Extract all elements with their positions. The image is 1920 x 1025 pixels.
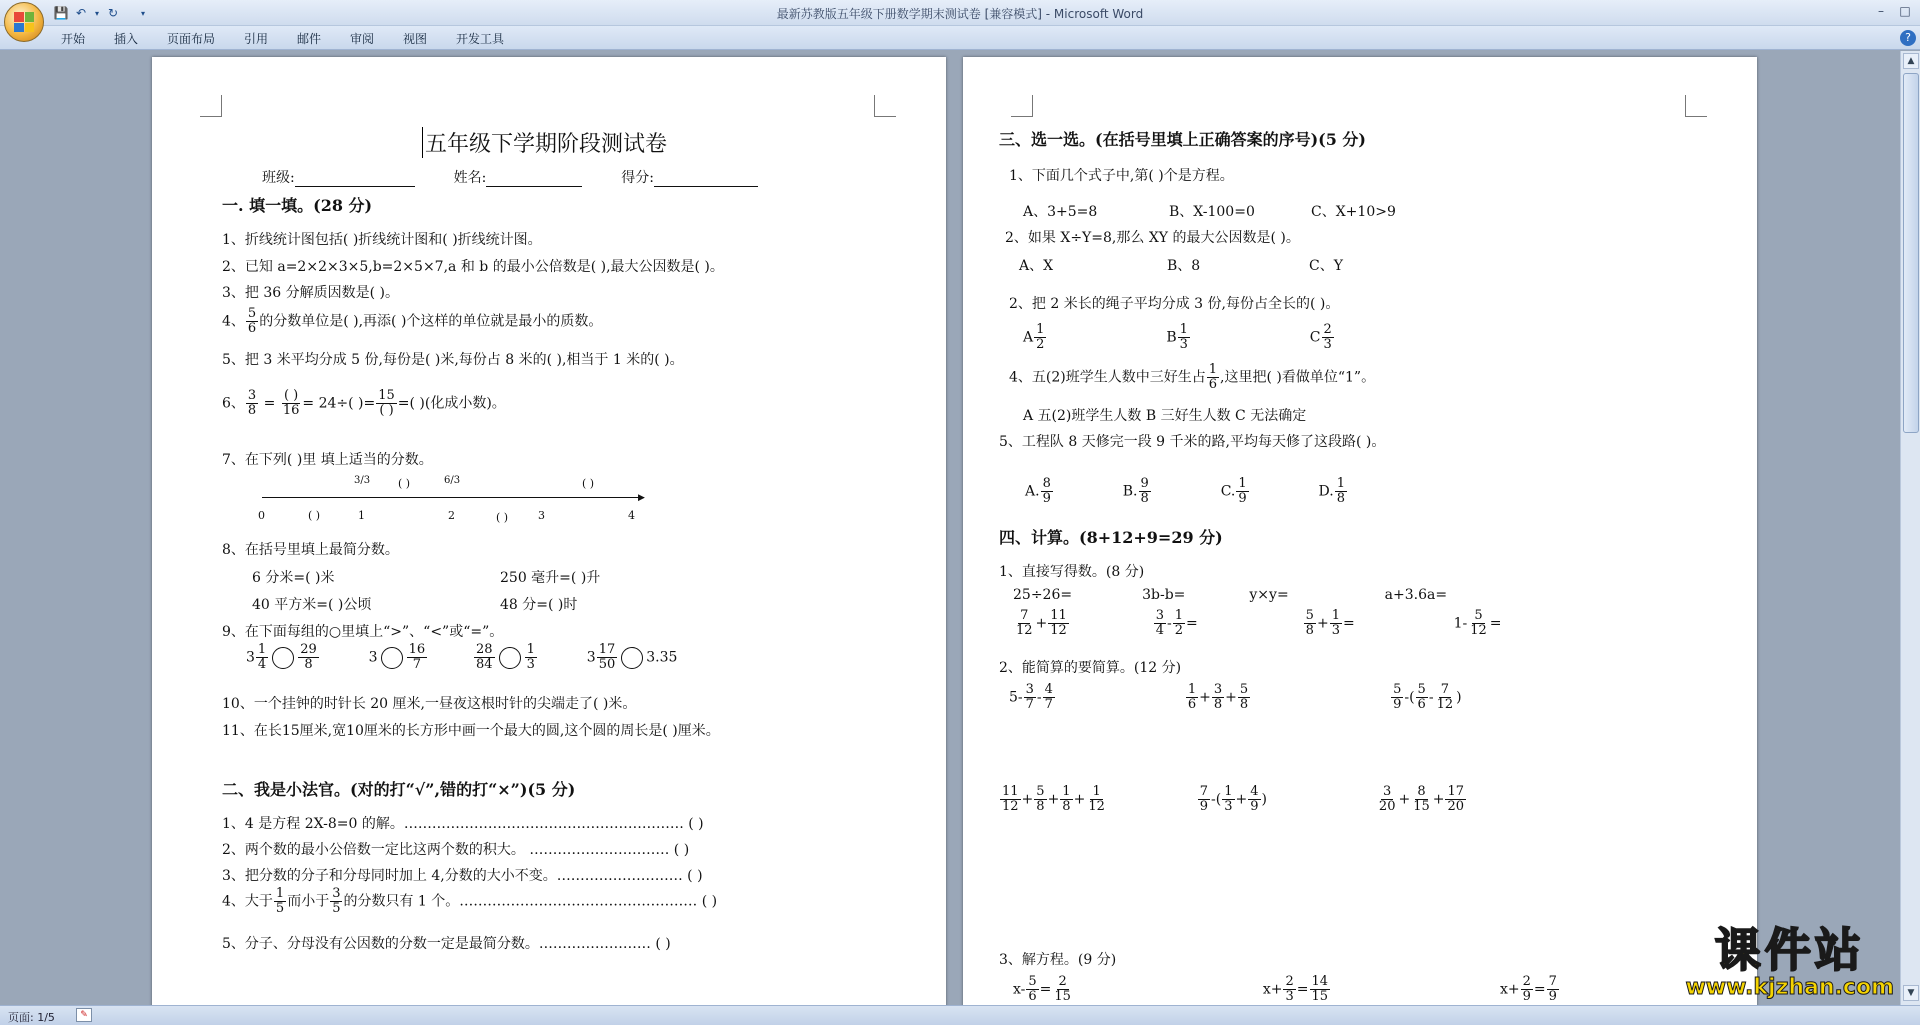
section-2-heading: 二、我是小法官。(对的打“√”,错的打“×”)(5 分) bbox=[222, 780, 576, 799]
calc-2-row-1: 5- $\frac{3}{7}$ - $\frac{4}{7}$ $\frac{1}{6}$ + $\frac{3}{8}$ + $\frac{5}{8}$ $\frac{5}{9}$ -( $\frac{5}{6}$ - $\frac{7}{12}$ ) bbox=[1009, 682, 1462, 712]
compare-circle[interactable] bbox=[272, 647, 294, 669]
nl-top-label: 3/3 bbox=[354, 475, 371, 486]
section-4-heading: 四、计算。(8+12+9=29 分) bbox=[999, 528, 1223, 547]
tab-developer[interactable]: 开发工具 bbox=[456, 32, 505, 46]
student-info-line: 班级: 姓名: 得分: bbox=[262, 167, 758, 187]
choice-1: 1、下面几个式子中,第( )个是方程。 bbox=[1009, 168, 1234, 184]
question-10: 10、一个挂钟的时针长 20 厘米,一昼夜这根时针的尖端走了( )米。 bbox=[222, 696, 637, 712]
undo-icon[interactable]: ↶ bbox=[75, 6, 87, 20]
office-logo-icon bbox=[14, 12, 34, 32]
question-8c: 40 平方米=( )公顷 bbox=[252, 597, 372, 613]
nl-bottom-label: ( ) bbox=[496, 511, 509, 524]
question-7: 7、在下列( )里 填上适当的分数。 bbox=[222, 452, 433, 468]
compare-circle[interactable] bbox=[499, 647, 521, 669]
tick-label: 0 bbox=[258, 509, 265, 522]
choice-4: 4、五(2)班学生人数中三好生占 $\frac{1}{6}$ ,这里把( )看做单位“1”。 bbox=[1009, 362, 1376, 392]
tab-mailings[interactable]: 邮件 bbox=[297, 32, 322, 46]
question-8d: 48 分=( )时 bbox=[500, 597, 578, 613]
number-line: ▶ 0 1 2 3 4 3/3 ( ) 6/3 ( ) ( ) ( ) bbox=[258, 475, 645, 524]
tick-label: 3 bbox=[538, 509, 545, 522]
ribbon-tab-bar bbox=[0, 26, 1920, 50]
watermark-url: www.kjzhan.com bbox=[1685, 975, 1894, 1000]
watermark-name: 课件站 bbox=[1714, 923, 1865, 977]
redo-icon[interactable]: ↻ bbox=[107, 6, 119, 20]
calc-1-row-1: 25÷26= 3b-b= y×y= a+3.6a= bbox=[1013, 587, 1448, 603]
section-1-heading: 一. 填一填。(28 分) bbox=[222, 196, 373, 215]
question-8: 8、在括号里填上最简分数。 bbox=[222, 542, 399, 558]
document-workspace bbox=[0, 51, 1900, 1005]
question-2: 2、已知 a=2×2×3×5,b=2×5×7,a 和 b 的最小公倍数是( ),最大公因数是( )。 bbox=[222, 259, 724, 275]
choice-2: 2、如果 X÷Y=8,那么 XY 的最大公因数是( )。 bbox=[1005, 230, 1300, 246]
choice-1-option-c: C、X+10>9 bbox=[1311, 204, 1396, 220]
save-icon[interactable]: 💾 bbox=[53, 6, 69, 20]
choice-2-option-b: B、8 bbox=[1167, 258, 1201, 274]
status-bar bbox=[0, 1005, 1920, 1025]
calc-3-heading: 3、解方程。(9 分) bbox=[999, 952, 1117, 968]
choice-3: 2、把 2 米长的绳子平均分成 3 份,每份占全长的( )。 bbox=[1009, 296, 1340, 312]
exam-title: 五年级下学期阶段测试卷 bbox=[422, 127, 667, 158]
undo-dropdown-icon[interactable]: ▾ bbox=[94, 8, 99, 18]
customize-toolbar-icon[interactable]: ▾ bbox=[140, 8, 145, 18]
choice-2-option-c: C、Y bbox=[1309, 258, 1343, 274]
tick-label: 1 bbox=[358, 509, 365, 522]
compare-circle[interactable] bbox=[381, 647, 403, 669]
nl-top-label: 6/3 bbox=[444, 475, 461, 486]
choice-5-options: A. $\frac{8}{9}$ B. $\frac{9}{8}$ C. $\frac{1}{9}$ D. $\frac{1}{8}$ bbox=[1025, 476, 1346, 506]
choice-2-option-a: A、X bbox=[1019, 258, 1054, 274]
crop-mark bbox=[874, 95, 896, 117]
crop-mark bbox=[1011, 95, 1033, 117]
window-title: 最新苏教版五年级下册数学期末测试卷 [兼容模式] - Microsoft Word bbox=[776, 7, 1144, 21]
document-page-1[interactable] bbox=[152, 57, 946, 1005]
document-page-2[interactable] bbox=[963, 57, 1757, 1005]
tick-label: 2 bbox=[448, 509, 455, 522]
judge-3: 3、把分数的分子和分母同时加上 4,分数的大小不变。……………………… ( ) bbox=[222, 868, 703, 884]
judge-2: 2、两个数的最小公倍数一定比这两个数的积大。 ………………………… ( ) bbox=[222, 842, 690, 858]
question-9-items: 3 $\frac{1}{4}$ $\frac{29}{8}$ 3 $\frac{16}{7}$ $\frac{28}{84}$ $\frac{1}{3}$ 3 $\frac{17}{50}$ 3.35 bbox=[246, 642, 678, 672]
help-icon[interactable]: ? bbox=[1900, 30, 1916, 46]
question-9: 9、在下面每组的○里填上“>”、“<”或“=”。 bbox=[222, 624, 504, 640]
scroll-thumb[interactable] bbox=[1903, 73, 1919, 433]
calc-3-row-1: x- $\frac{5}{6}$ = $\frac{2}{15}$ x+ $\frac{2}{3}$ = $\frac{14}{15}$ x+ $\frac{2}{9}$ = $\frac{7}{9}$ bbox=[1013, 974, 1557, 1004]
calc-1-row-2: $\frac{7}{12}$ + $\frac{11}{12}$ $\frac{3}{4}$ - $\frac{1}{2}$ = $\frac{5}{8}$ + $\frac{1}{3}$ = 1- $\frac{5}{12}$ = bbox=[1016, 608, 1502, 638]
judge-5: 5、分子、分母没有公因数的分数一定是最简分数。…………………… ( ) bbox=[222, 936, 671, 952]
question-8b: 250 毫升=( )升 bbox=[500, 570, 601, 586]
question-4: 4、 $\frac{5}{6}$ 的分数单位是( ),再添( )个这样的单位就是最小的质数。 bbox=[222, 306, 603, 336]
question-8a: 6 分米=( )米 bbox=[252, 570, 335, 586]
page-counter[interactable]: 页面: 1/5 bbox=[8, 1011, 55, 1024]
tab-insert[interactable]: 插入 bbox=[114, 32, 139, 46]
calc-1-heading: 1、直接写得数。(8 分) bbox=[999, 564, 1145, 580]
nl-top-label: ( ) bbox=[582, 477, 595, 490]
tab-page-layout[interactable]: 页面布局 bbox=[167, 32, 216, 46]
tab-references[interactable]: 引用 bbox=[244, 32, 269, 46]
calc-2-heading: 2、能简算的要简算。(12 分) bbox=[999, 660, 1182, 676]
nl-bottom-label: ( ) bbox=[308, 509, 321, 522]
question-3: 3、把 36 分解质因数是( )。 bbox=[222, 285, 399, 301]
choice-1-option-a: A、3+5=8 bbox=[1023, 204, 1098, 220]
judge-1: 1、4 是方程 2X-8=0 的解。…………………………………………………… ( ) bbox=[222, 816, 704, 832]
tick-label: 4 bbox=[628, 509, 635, 522]
choice-4-options: A 五(2)班学生人数 B 三好生人数 C 无法确定 bbox=[1023, 408, 1307, 424]
crop-mark bbox=[200, 95, 222, 117]
office-button[interactable] bbox=[4, 2, 44, 42]
choice-1-option-b: B、X-100=0 bbox=[1169, 204, 1255, 220]
question-5: 5、把 3 米平均分成 5 份,每份是( )米,每份占 8 米的( ),相当于 1 米的( )。 bbox=[222, 352, 684, 368]
nl-top-label: ( ) bbox=[398, 477, 411, 490]
compare-circle[interactable] bbox=[621, 647, 643, 669]
crop-mark bbox=[1685, 95, 1707, 117]
maximize-button[interactable]: □ bbox=[1899, 4, 1911, 18]
section-3-heading: 三、选一选。(在括号里填上正确答案的序号)(5 分) bbox=[999, 130, 1366, 149]
scroll-up-arrow-icon[interactable]: ▲ bbox=[1903, 53, 1919, 69]
tab-home[interactable]: 开始 bbox=[61, 32, 86, 46]
question-11: 11、在长15厘米,宽10厘米的长方形中画一个最大的圆,这个圆的周长是( )厘米。 bbox=[222, 723, 720, 739]
minimize-button[interactable]: – bbox=[1878, 4, 1884, 18]
calc-2-row-2: $\frac{11}{12}$ + $\frac{5}{8}$ + $\frac{1}{8}$ + $\frac{1}{12}$ $\frac{7}{9}$ -( $\frac{1}{3}$ + $\frac{4}{9}$ ) $\frac{3}{20}$ + $\frac{8}{15}$ + $\frac{17}{20}$ bbox=[1002, 784, 1465, 814]
choice-3-options: A $\frac{1}{2}$ B $\frac{1}{3}$ C $\frac{2}{3}$ bbox=[1023, 322, 1332, 352]
tab-review[interactable]: 审阅 bbox=[350, 32, 375, 46]
scroll-down-arrow-icon[interactable]: ▼ bbox=[1903, 985, 1919, 1001]
proofing-icon[interactable]: ✎ bbox=[76, 1008, 92, 1022]
question-6: 6、 $\frac{3}{8}$ = $\frac{( )}{16}$ = 24÷( )= $\frac{15}{( )}$ =( )(化成小数)。 bbox=[222, 388, 506, 418]
title-bar bbox=[0, 0, 1920, 26]
tab-view[interactable]: 视图 bbox=[403, 32, 428, 46]
choice-5: 5、工程队 8 天修完一段 9 千米的路,平均每天修了这段路( )。 bbox=[999, 434, 1386, 450]
judge-4: 4、大于 $\frac{1}{5}$ 而小于 $\frac{3}{5}$ 的分数只有 1 个。…………………………………………… ( ) bbox=[222, 886, 718, 916]
vertical-scrollbar[interactable] bbox=[1900, 51, 1920, 1005]
question-1: 1、折线统计图包括( )折线统计图和( )折线统计图。 bbox=[222, 232, 542, 248]
watermark-logo bbox=[1685, 924, 1894, 1000]
